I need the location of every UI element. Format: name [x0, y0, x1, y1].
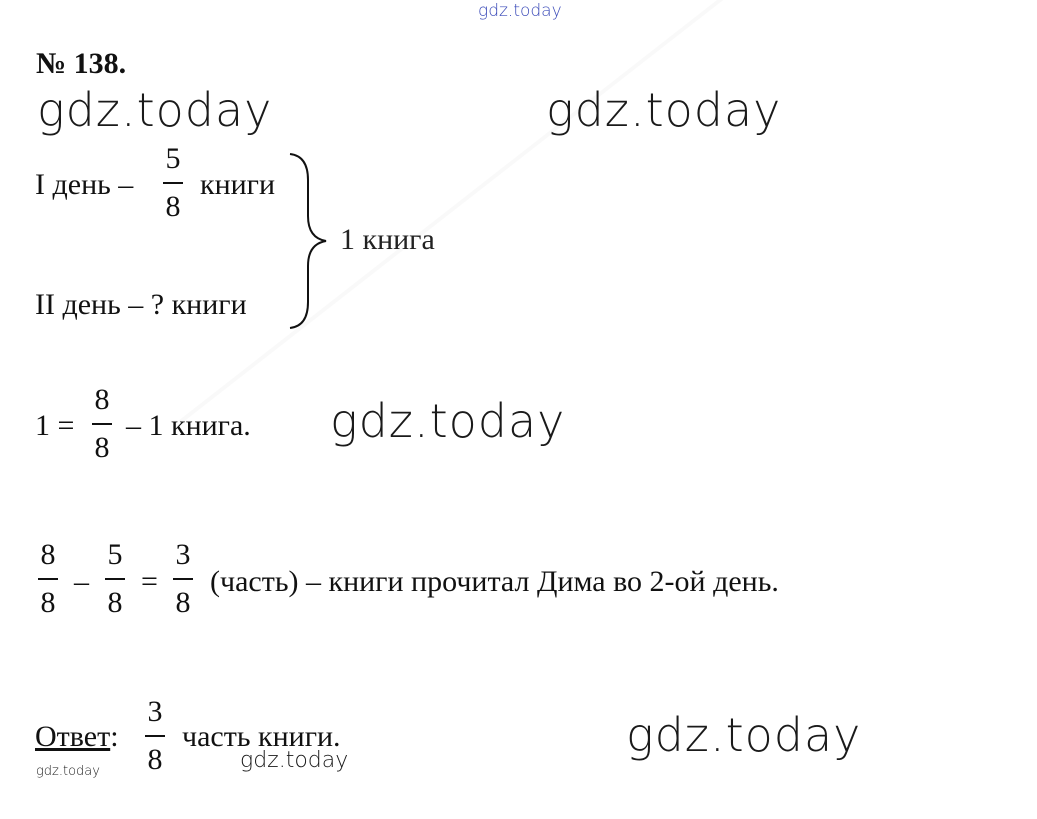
- fraction-bar: [145, 735, 165, 737]
- step2-fraction-c-numerator: 3: [175, 538, 191, 571]
- fraction-bar: [105, 578, 125, 580]
- answer-line: [35, 722, 119, 752]
- day1-unit: книги: [200, 168, 276, 201]
- step1-lhs: 1 =: [35, 409, 75, 442]
- step2-fraction-a: [37, 540, 59, 618]
- watermark-2: gdz.today: [546, 83, 782, 137]
- watermark-5: gdz.today: [240, 748, 349, 773]
- total-label: 1 книга: [340, 223, 435, 256]
- step2-fraction-c-denominator: 8: [175, 586, 191, 619]
- step1-rhs: – 1 книга.: [126, 409, 251, 442]
- step1-fraction: [91, 385, 113, 463]
- step2-fraction-b-numerator: 5: [107, 538, 123, 571]
- fraction-bar: [163, 182, 183, 184]
- answer-fraction: [144, 697, 166, 775]
- step2-fraction-b-denominator: 8: [107, 586, 123, 619]
- answer-text: часть книги.: [182, 720, 341, 753]
- answer-colon: :: [110, 720, 119, 753]
- watermark-top: gdz.today: [478, 1, 562, 21]
- problem-number: № 138.: [36, 47, 127, 80]
- step2-equals: =: [141, 565, 158, 598]
- day1-fraction-numerator: 5: [165, 142, 181, 175]
- watermark-3: gdz.today: [330, 394, 566, 448]
- background-watermark-stroke: [179, 0, 749, 424]
- step2-fraction-b: [104, 540, 126, 618]
- step2-text: (часть) – книги прочитал Дима во 2-ой день.: [210, 565, 779, 598]
- answer-fraction-denominator: 8: [147, 743, 163, 776]
- step2-minus: –: [74, 565, 89, 598]
- watermark-1: gdz.today: [37, 83, 273, 137]
- step2-fraction-a-denominator: 8: [40, 586, 56, 619]
- day2-text: II день – ? книги: [35, 288, 247, 321]
- day1-fraction: [162, 144, 184, 222]
- step2-fraction-a-numerator: 8: [40, 538, 56, 571]
- step2-fraction-c: [172, 540, 194, 618]
- answer-fraction-numerator: 3: [147, 695, 163, 728]
- step1-fraction-numerator: 8: [94, 383, 110, 416]
- answer-label: Ответ: [35, 720, 111, 753]
- watermark-6: gdz.today: [36, 764, 100, 779]
- curly-brace: [286, 150, 336, 332]
- day1-label: I день –: [35, 168, 134, 201]
- fraction-bar: [173, 578, 193, 580]
- step1-fraction-denominator: 8: [94, 431, 110, 464]
- day1-fraction-denominator: 8: [165, 190, 181, 223]
- fraction-bar: [38, 578, 58, 580]
- watermark-4: gdz.today: [626, 708, 862, 762]
- fraction-bar: [92, 423, 112, 425]
